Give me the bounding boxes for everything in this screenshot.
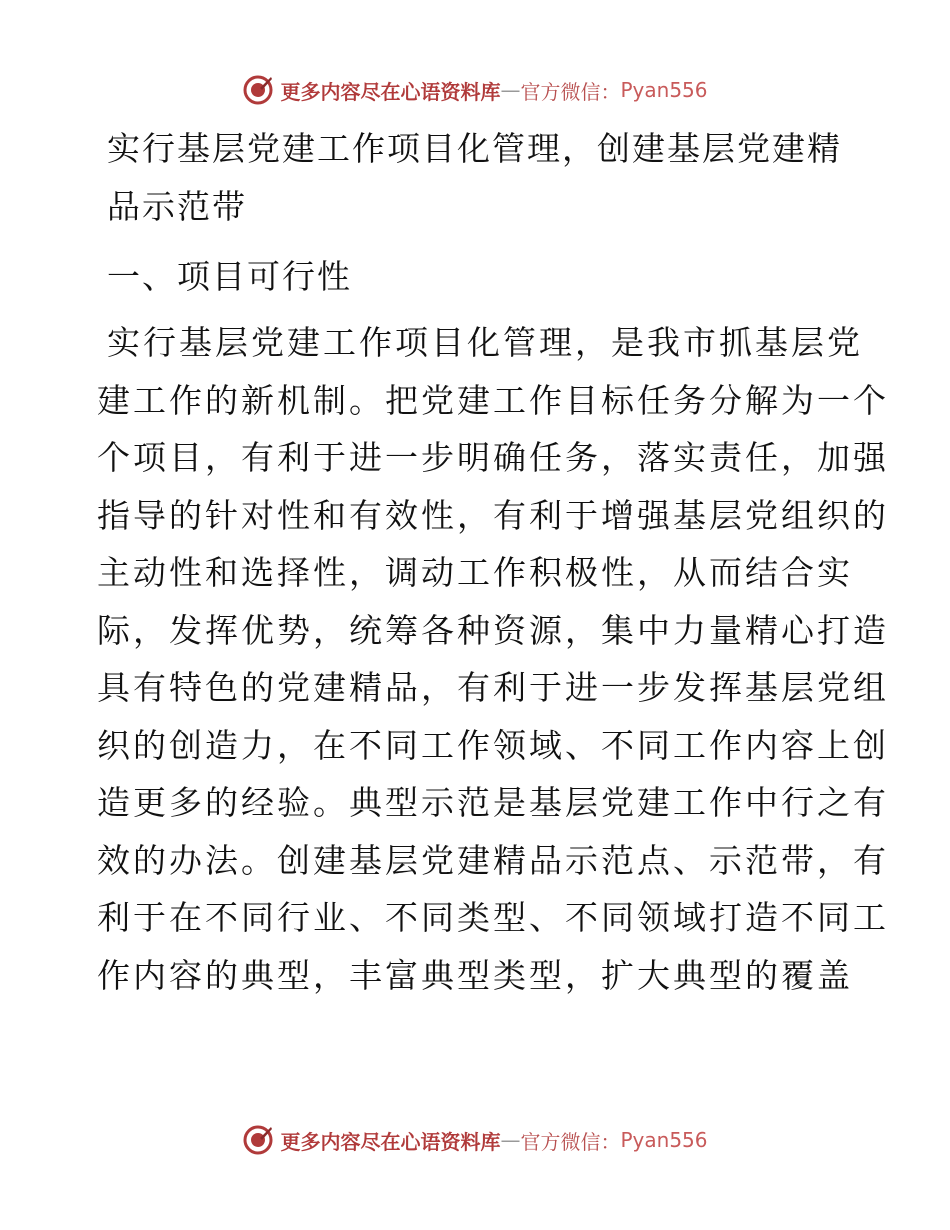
- header-banner: [0, 70, 950, 110]
- paragraph-line: 建工作的新机制。把党建工作目标任务分解为一个: [97, 380, 889, 420]
- paragraph-line: 作内容的典型，丰富典型类型，扩大典型的覆盖: [97, 955, 853, 995]
- site-name: 更多内容尽在心语资料库: [280, 79, 501, 104]
- site-name: 更多内容尽在心语资料库: [280, 1129, 501, 1154]
- banner-separator: —: [500, 1128, 521, 1152]
- title-line: 实行基层党建工作项目化管理，创建基层党建精: [107, 129, 842, 168]
- paragraph-line: 具有特色的党建精品，有利于进一步发挥基层党组: [97, 668, 889, 707]
- title-line: 品示范带: [107, 187, 247, 226]
- document-body: [97, 120, 889, 1004]
- wechat-handle: Pyan556: [620, 1128, 708, 1152]
- paragraph-line: 主动性和选择性，调动工作积极性，从而结合实: [97, 553, 853, 592]
- wechat-handle: Pyan556: [620, 78, 708, 102]
- header-banner-text: [280, 76, 707, 105]
- footer-banner: [0, 1120, 950, 1160]
- banner-separator: —: [500, 78, 521, 102]
- paragraph-line: 指导的针对性和有效性，有利于增强基层党组织的: [97, 495, 889, 535]
- footer-banner-text: [280, 1126, 707, 1155]
- section-heading: 一、项目可行性: [107, 257, 352, 296]
- pen-logo-icon: [242, 1124, 274, 1156]
- paragraph-line: 实行基层党建工作项目化管理，是我市抓基层党: [107, 323, 863, 362]
- paragraph-line: 际，发挥优势，统筹各种资源，集中力量精心打造: [97, 610, 889, 650]
- paragraph-line: 个项目，有利于进一步明确任务，落实责任，加强: [97, 438, 889, 477]
- paragraph-line: 利于在不同行业、不同类型、不同领域打造不同工: [97, 898, 889, 937]
- paragraph-line: 造更多的经验。典型示范是基层党建工作中行之有: [97, 783, 889, 822]
- wechat-label: 官方微信：: [520, 1129, 621, 1154]
- paragraph: [97, 314, 889, 1004]
- pen-logo-icon: [242, 74, 274, 106]
- paragraph-line: 效的办法。创建基层党建精品示范点、示范带，有: [97, 840, 889, 880]
- paragraph-line: 织的创造力，在不同工作领域、不同工作内容上创: [97, 725, 889, 765]
- page-title: [97, 120, 857, 236]
- wechat-label: 官方微信：: [520, 79, 621, 104]
